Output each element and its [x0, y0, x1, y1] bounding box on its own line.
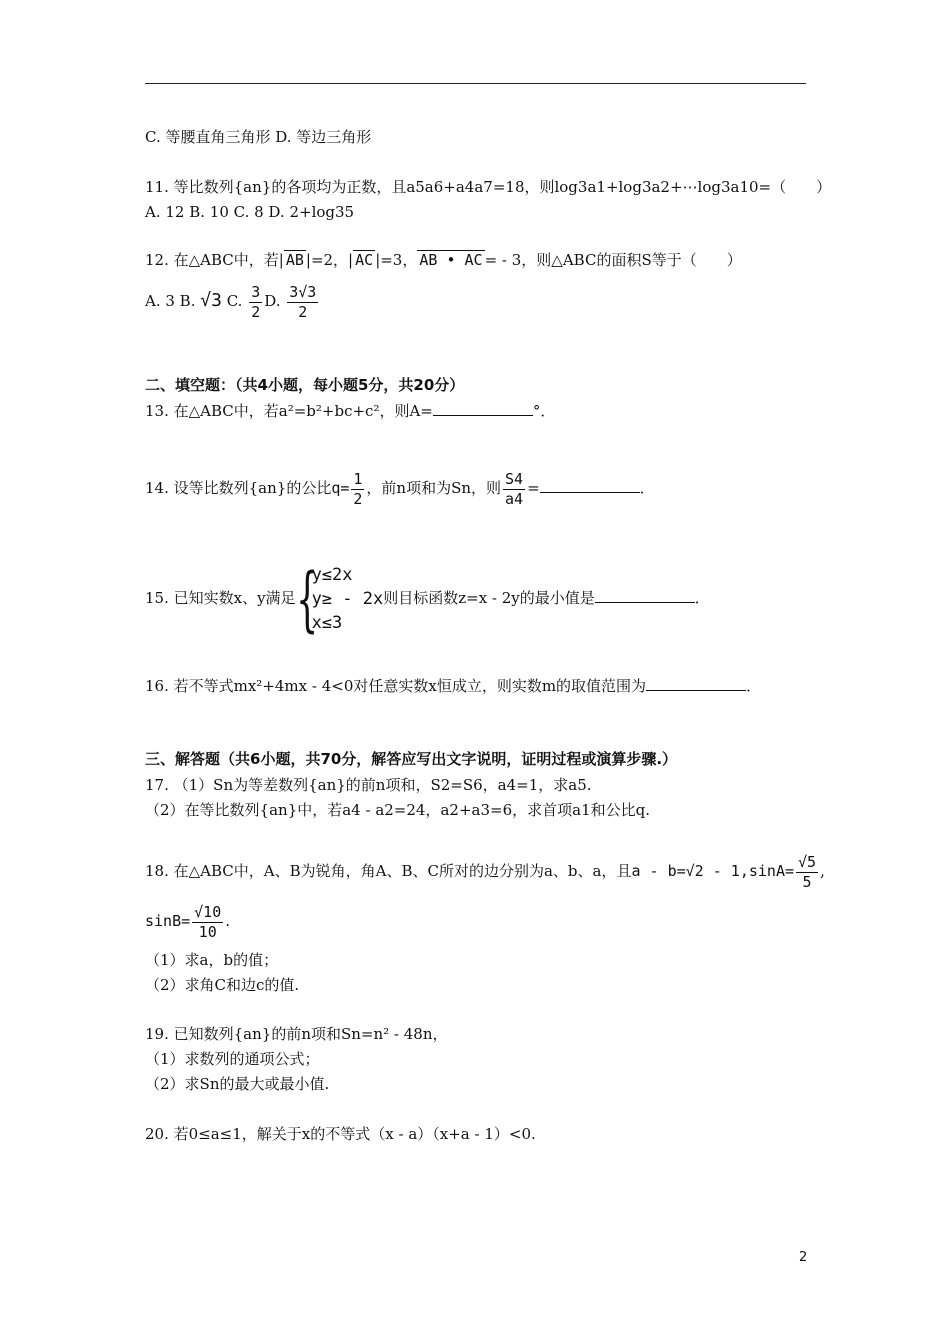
answer-blank [646, 676, 746, 691]
q20: 20. 若0≤a≤1，解关于x的不等式（x - a）（x+a - 1）<0. [145, 1125, 536, 1143]
q13-tail: °． [532, 402, 556, 420]
sqrt3: √3 [200, 290, 222, 311]
section-fill-in-heading: 二、填空题：（共4小题，每小题5分，共20分） [145, 376, 465, 394]
constraint-2: y≥ - 2x [311, 589, 384, 609]
fraction-q [351, 469, 364, 508]
fraction-q-num: 1 [353, 469, 363, 488]
left-brace: { [295, 558, 318, 640]
q14-pre: 14. 设等比数列{an}的公比 [145, 479, 332, 497]
fraction-sinB-den: 10 [198, 922, 217, 941]
fraction-a4: a4 [505, 489, 524, 508]
q16-text: 16. 若不等式mx²+4mx - 4<0对任意实数x恒成立，则实数m的取值范围为 [145, 677, 647, 695]
q18-cond1: a - b=√2 - 1, [631, 862, 749, 880]
fraction-s4-a4 [503, 469, 525, 508]
q17-part2: （2）在等比数列{an}中，若a4 - a2=24，a2+a3=6，求首项a1和公比q. [145, 801, 650, 819]
q19-part2: （2）求Sn的最大或最小值. [145, 1075, 330, 1093]
q17-part1: 17. （1）Sn为等差数列{an}的前n项和，S2=S6，a4=1，求a5. [145, 776, 592, 794]
q12-options [145, 282, 320, 320]
q10-options: C. 等腰直角三角形 D. 等边三角形 [145, 128, 372, 146]
fraction-c-num: 3 [251, 282, 261, 301]
vector-ac: AC [355, 251, 374, 269]
q16-tail: ． [746, 677, 762, 695]
q14-tail: ． [639, 479, 655, 497]
q13 [145, 401, 555, 421]
answer-blank [540, 478, 640, 493]
q18-end: . [225, 912, 231, 930]
q18-part1: （1）求a，b的值； [145, 951, 279, 969]
q14-eq: = [527, 479, 540, 497]
q12-mid2: |=3， [375, 251, 418, 269]
q14-q: q= [331, 479, 350, 497]
fraction-s4: S4 [505, 469, 524, 488]
q19-stem: 19. 已知数列{an}的前n项和Sn=n² - 48n， [145, 1025, 448, 1043]
q18-pre: 18. 在△ABC中，A、B为锐角，角A、B、C所对的边分别为a、b、a，且 [145, 862, 632, 880]
fraction-q-den: 2 [353, 489, 363, 508]
q12-suffix: = - 3，则△ABC的面积S等于（ ） [484, 251, 742, 269]
fraction-d-den: 2 [298, 302, 308, 321]
q12-prefix: 12. 在△ABC中，若| [145, 251, 284, 269]
q19-part1: （1）求数列的通项公式； [145, 1050, 320, 1068]
page-number: 2 [799, 1250, 808, 1265]
answer-blank [595, 588, 695, 603]
q18-part2: （2）求角C和边c的值. [145, 976, 300, 994]
q15-tail: ． [694, 589, 710, 607]
fraction-sinA-num: √5 [798, 852, 817, 871]
q11-stem: 11. 等比数列{an}的各项均为正数，且a5a6+a4a7=18，则log3a1+log3a2+⋯log3a10=（ ） [145, 178, 832, 196]
q18-sinB [145, 900, 230, 942]
q14 [145, 460, 655, 516]
q12-mid1: |=2，| [305, 251, 354, 269]
q12-opt-d: D. [264, 292, 286, 310]
q18-comma: , [820, 862, 825, 880]
answer-blank [433, 401, 533, 416]
constraint-1: y≤2x [311, 565, 353, 585]
fraction-sinA-den: 5 [802, 872, 812, 891]
q18-sinB-label: sinB= [145, 912, 191, 930]
q16 [145, 676, 761, 696]
fraction-d [287, 282, 318, 321]
section-solve-heading: 三、解答题（共6小题，共70分，解答应写出文字说明，证明过程或演算步骤.） [145, 750, 678, 768]
vector-dot-product: AB • AC [419, 251, 483, 269]
header-rule [145, 83, 806, 84]
q14-mid: ，前n项和为Sn，则 [366, 479, 502, 497]
q12-opt-a: A. 3 B. [145, 292, 201, 310]
fraction-c-den: 2 [251, 302, 261, 321]
q15-pre: 15. 已知实数x、y满足 [145, 589, 296, 607]
fraction-sinB-num: √10 [194, 902, 222, 921]
q12-stem [145, 250, 742, 270]
q15-post: 则目标函数z=x - 2y的最小值是 [383, 589, 595, 607]
fraction-c [249, 282, 262, 321]
constraint-system [295, 558, 384, 640]
fraction-sinB [192, 902, 223, 941]
fraction-d-num: 3√3 [289, 282, 317, 301]
vector-ab: AB [285, 251, 304, 269]
q18-sinA: sinA= [748, 862, 795, 880]
q15 [145, 555, 710, 641]
q11-options: A. 12 B. 10 C. 8 D. 2+log35 [145, 203, 355, 221]
q12-opt-c: C. [221, 292, 248, 310]
fraction-sinA [796, 852, 818, 891]
constraint-rows [312, 563, 384, 635]
q13-text: 13. 在△ABC中，若a²=b²+bc+c²，则A= [145, 402, 433, 420]
q18-stem [145, 850, 825, 892]
constraint-3: x≤3 [311, 613, 343, 633]
